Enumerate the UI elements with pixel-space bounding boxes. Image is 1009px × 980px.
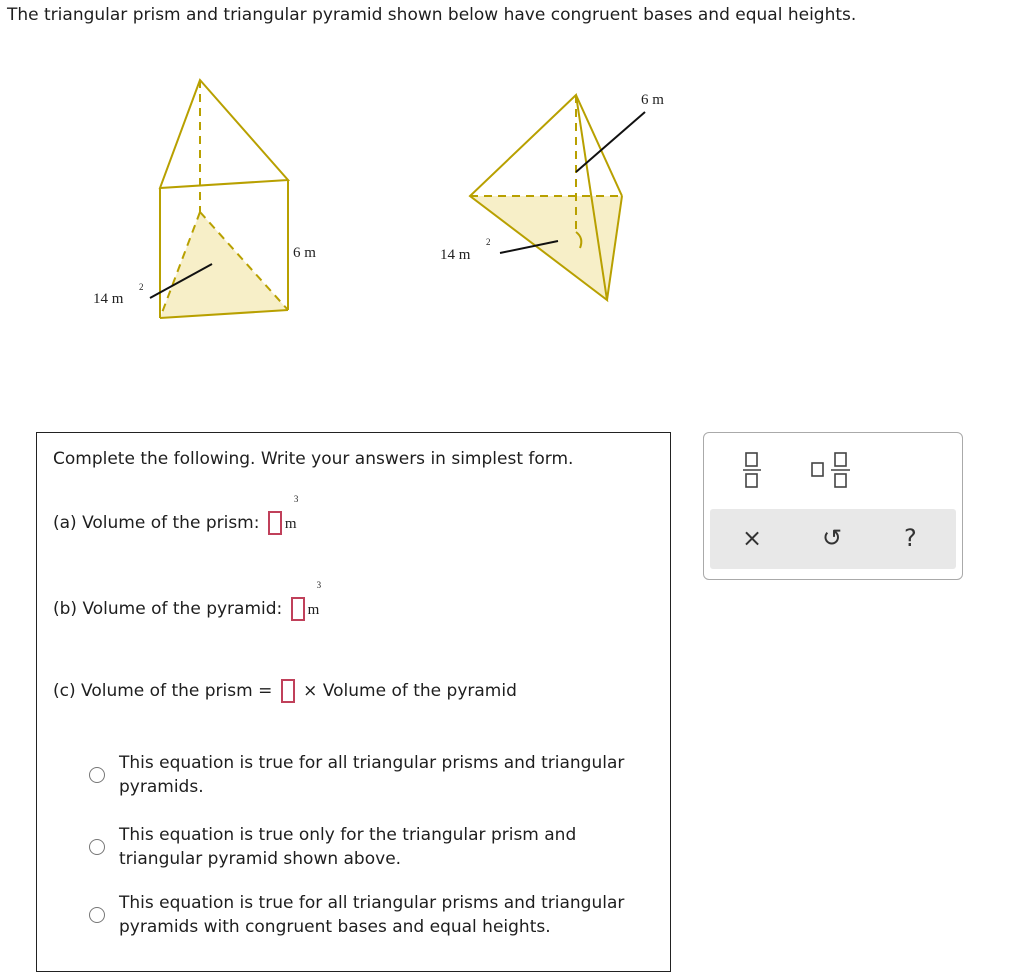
prism-height-label: 6 m: [293, 245, 316, 261]
part-b-prefix: (b): [53, 599, 78, 619]
part-b-unit: m 3: [307, 580, 322, 618]
pyramid-volume-input[interactable]: [291, 597, 305, 621]
prism-top-face: [160, 80, 288, 188]
part-a-row: [53, 494, 299, 535]
option-3-text: This equation is true for all triangular prisms and triangular pyramids with congruent bases and equal heights.: [119, 893, 625, 937]
option-2-text: This equation is true only for the triangular prism and triangular pyramid shown above.: [119, 825, 577, 869]
prism-volume-input[interactable]: [268, 511, 282, 535]
pyramid-height-pointer: [576, 112, 645, 172]
ratio-input[interactable]: [281, 679, 295, 703]
help-icon[interactable]: ?: [904, 524, 917, 552]
pyramid-base-label: 14 m: [440, 247, 471, 263]
part-c-left: Volume of the prism: [81, 681, 253, 701]
part-b-unit-exponent: 3: [316, 580, 322, 590]
option-3[interactable]: [89, 891, 664, 939]
option-1-text: This equation is true for all triangular prisms and triangular pyramids.: [119, 753, 625, 797]
part-b-row: [53, 580, 322, 621]
clear-icon[interactable]: ×: [742, 524, 763, 552]
option-2-radio[interactable]: [89, 839, 105, 855]
option-1-radio[interactable]: [89, 767, 105, 783]
part-a-label: Volume of the prism:: [82, 513, 260, 533]
mixed-number-icon[interactable]: [810, 451, 854, 489]
part-a-unit-exponent: 3: [293, 494, 299, 504]
math-toolbar: [703, 432, 963, 580]
problem-intro: The triangular prism and triangular pyramid shown below have congruent bases and equal heights.: [7, 5, 857, 25]
part-a-prefix: (a): [53, 513, 77, 533]
part-c-right: Volume of the pyramid: [322, 681, 517, 701]
pyramid-base-exponent: 2: [486, 237, 491, 247]
triangular-prism-figure: [93, 80, 316, 318]
part-b-label: Volume of the pyramid:: [82, 599, 283, 619]
question-panel: [36, 432, 671, 972]
prism-base-exponent: 2: [139, 282, 144, 292]
option-3-radio[interactable]: [89, 907, 105, 923]
fraction-icon[interactable]: [742, 451, 762, 489]
option-2[interactable]: [89, 823, 664, 871]
part-c-row: [53, 679, 517, 703]
equals-sign: =: [258, 681, 273, 701]
part-a-unit: m 3: [284, 494, 299, 532]
times-sign: ×: [303, 681, 318, 701]
part-c-prefix: (c): [53, 681, 76, 701]
figures: [0, 0, 1009, 400]
pyramid-height-label: 6 m: [641, 92, 664, 108]
undo-icon[interactable]: ↺: [822, 524, 843, 552]
triangular-pyramid-figure: [440, 92, 664, 300]
action-bar: [710, 509, 956, 569]
prism-base-label: 14 m: [93, 291, 124, 307]
option-1[interactable]: [89, 751, 664, 799]
instruction-text: Complete the following. Write your answers in simplest form.: [53, 449, 574, 469]
